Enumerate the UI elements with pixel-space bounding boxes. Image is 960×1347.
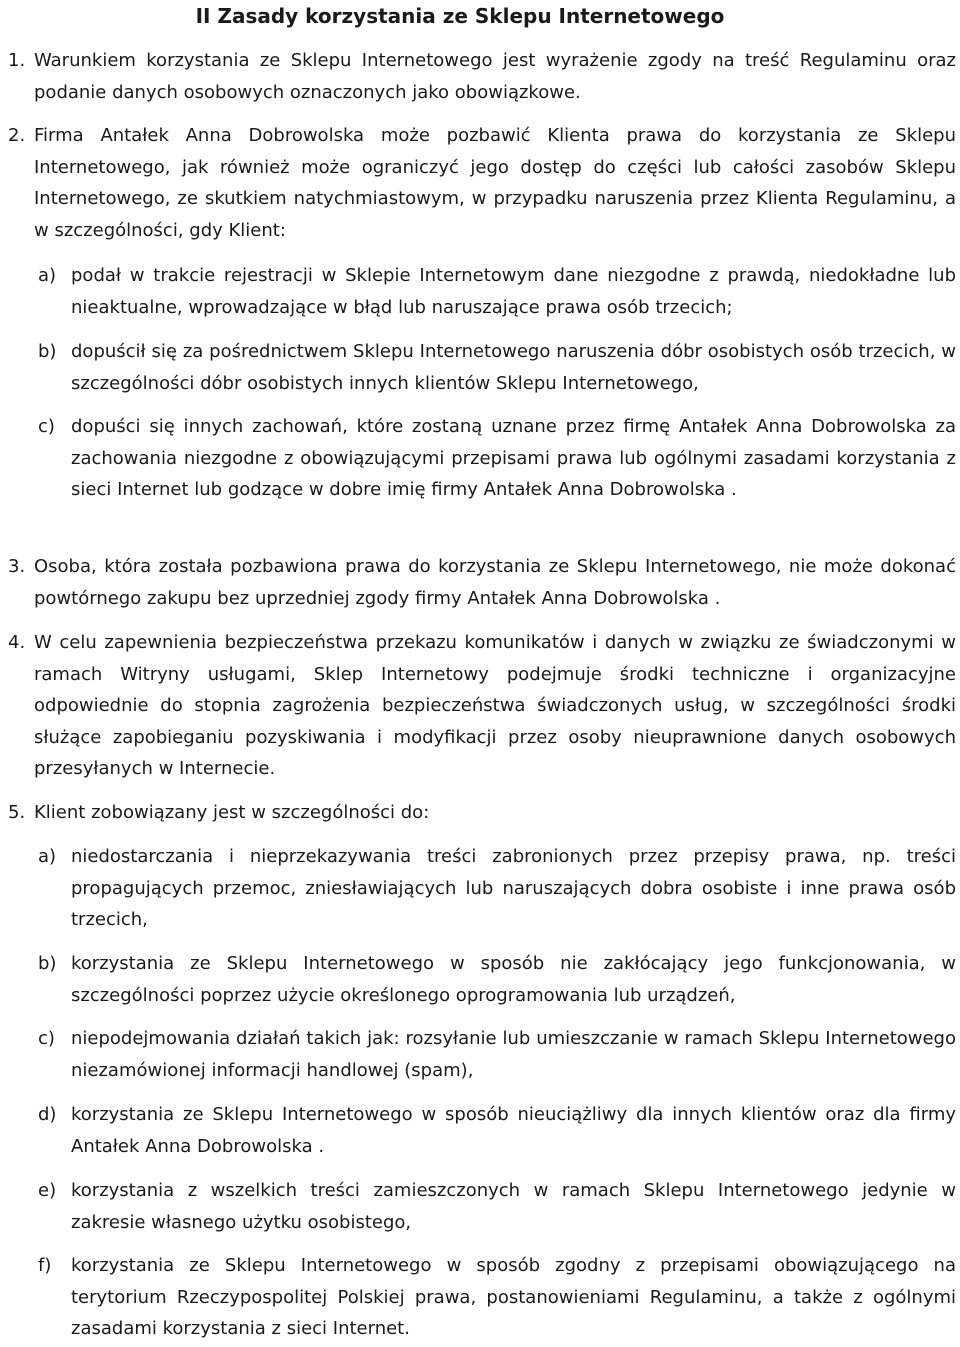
item-text: korzystania ze Sklepu Internetowego w sposób nie zakłócający jego funkcjonowania, w szczególności poprzez użycie określonego oprogramowania lub urządzeń, [71, 953, 956, 1006]
item-label: b) [38, 953, 57, 974]
section-number: 4. [8, 632, 26, 653]
section-number: 2. [8, 125, 26, 146]
list-item-5f [38, 1250, 956, 1345]
item-text: niedostarczania i nieprzekazywania treści zabronionych przez przepisy prawa, np. treści propagujących przemoc, zniesławiających lub naruszających dobra osobiste i inne prawa osób trzecich, [71, 846, 956, 930]
list-item-5d [38, 1099, 956, 1162]
item-label: b) [38, 341, 57, 362]
section-number: 1. [8, 50, 26, 71]
section-number: 3. [8, 556, 26, 577]
item-label: d) [38, 1104, 57, 1125]
section-5 [8, 797, 956, 829]
section-text: Warunkiem korzystania ze Sklepu Internetowego jest wyrażenie zgody na treść Regulaminu oraz podanie danych osobowych oznaczonych jako obowiązkowe. [34, 50, 956, 103]
section-2 [8, 120, 956, 246]
section-text: W celu zapewnienia bezpieczeństwa przekazu komunikatów i danych w związku ze świadczonymi w ramach Witryny usługami, Sklep Internetowy podejmuje środki techniczne i organizacyjne odpowiednie do stopnia zagrożenia bezpieczeństwa świadczonych usług, w szczególności środki służące zapobieganiu pozyskiwania i modyfikacji przez osoby nieuprawnione danych osobowych przesyłanych w Internecie. [34, 632, 956, 779]
item-label: c) [38, 416, 55, 437]
item-label: e) [38, 1180, 57, 1201]
list-item-2c [38, 411, 956, 506]
item-text: dopuści się innych zachowań, które zostaną uznane przez firmę Antałek Anna Dobrowolska za zachowania niezgodne z obowiązującymi przepisami prawa lub ogólnymi zasadami korzystania z sieci Internet lub godzące w dobre imię firmy Antałek Anna Dobrowolska . [71, 416, 956, 500]
section-text: Firma Antałek Anna Dobrowolska może pozbawić Klienta prawa do korzystania ze Sklepu Internetowego, jak również może ograniczyć jego dostęp do części lub całości zasobów Sklepu Internetowego, ze skutkiem natychmiastowym, w przypadku naruszenia przez Klienta Regulaminu, a w szczególności, gdy Klient: [34, 125, 956, 241]
item-text: korzystania z wszelkich treści zamieszczonych w ramach Sklepu Internetowego jedynie w zakresie własnego użytku osobistego, [71, 1180, 956, 1233]
item-label: a) [38, 846, 57, 867]
section-text: Klient zobowiązany jest w szczególności do: [34, 802, 430, 823]
item-label: c) [38, 1028, 55, 1049]
section-4 [8, 627, 956, 785]
list-item-5e [38, 1175, 956, 1238]
item-text: korzystania ze Sklepu Internetowego w sposób nieuciążliwy dla innych klientów oraz dla firmy Antałek Anna Dobrowolska . [71, 1104, 956, 1157]
item-text: dopuścił się za pośrednictwem Sklepu Internetowego naruszenia dóbr osobistych osób trzecich, w szczególności dóbr osobistych innych klientów Sklepu Internetowego, [71, 341, 956, 394]
list-item-2a [38, 260, 956, 323]
section-number: 5. [8, 802, 26, 823]
section-1 [8, 45, 956, 108]
item-label: f) [38, 1255, 52, 1276]
list-item-5c [38, 1023, 956, 1086]
item-text: podał w trakcie rejestracji w Sklepie Internetowym dane niezgodne z prawdą, niedokładne lub nieaktualne, wprowadzające w błąd lub naruszające prawa osób trzecich; [71, 265, 956, 318]
item-text: korzystania ze Sklepu Internetowego w sposób zgodny z przepisami obowiązującego na terytorium Rzeczypospolitej Polskiej prawa, postanowieniami Regulaminu, a także z ogólnymi zasadami korzystania z sieci Internet. [71, 1255, 956, 1339]
list-item-5a [38, 841, 956, 936]
page-title: II Zasady korzystania ze Sklepu Internetowego [195, 4, 725, 28]
item-label: a) [38, 265, 57, 286]
section-3 [8, 551, 956, 614]
section-text: Osoba, która została pozbawiona prawa do korzystania ze Sklepu Internetowego, nie może dokonać powtórnego zakupu bez uprzedniej zgody firmy Antałek Anna Dobrowolska . [34, 556, 956, 609]
list-item-2b [38, 336, 956, 399]
list-item-5b [38, 948, 956, 1011]
item-text: niepodejmowania działań takich jak: rozsyłanie lub umieszczanie w ramach Sklepu Internetowego niezamówionej informacji handlowej (spam), [71, 1028, 956, 1081]
